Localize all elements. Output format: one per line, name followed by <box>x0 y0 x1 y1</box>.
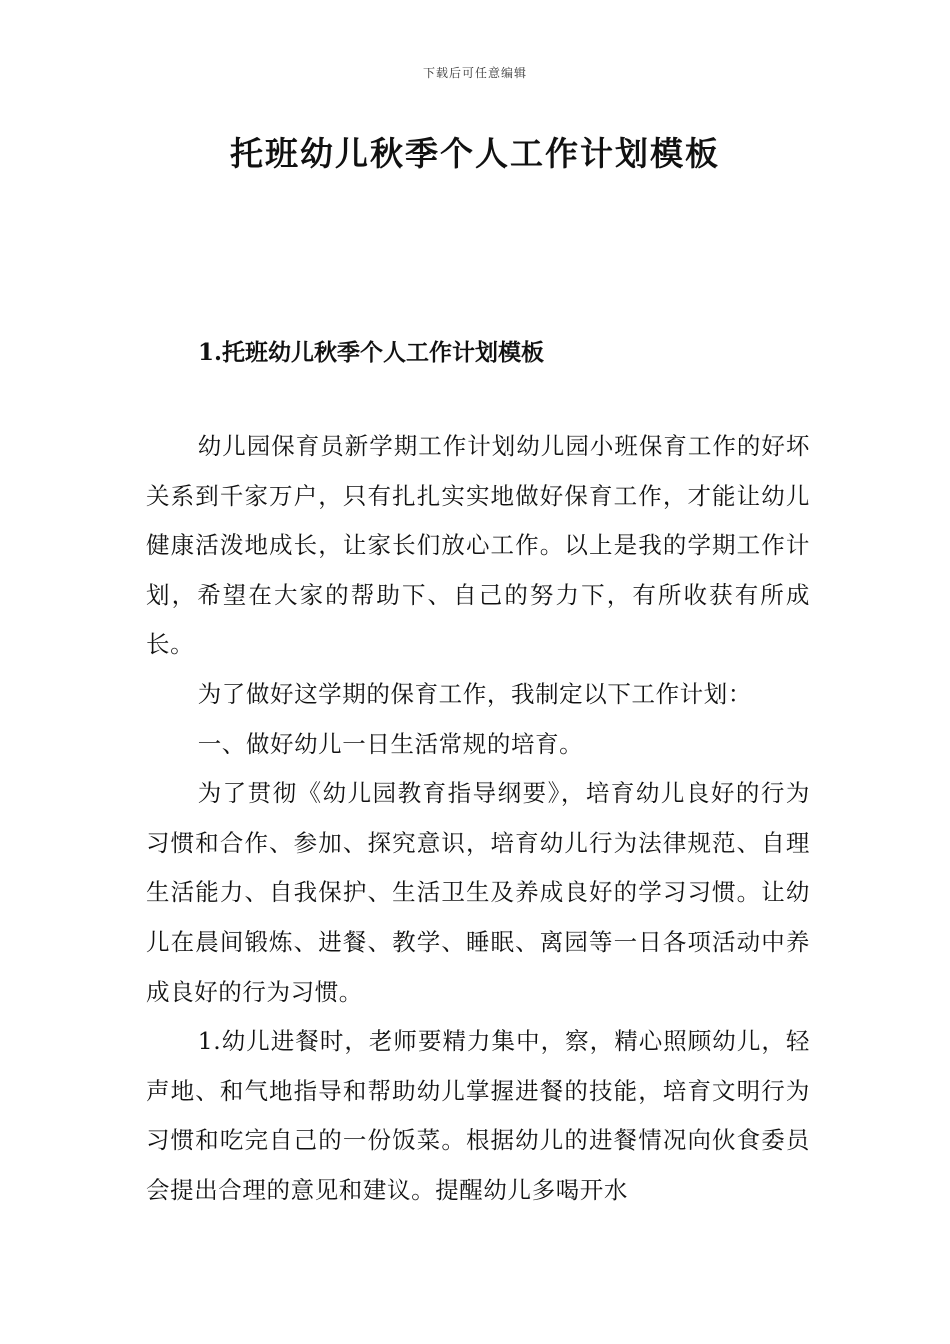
paragraph-section-one: 一、做好幼儿一日生活常规的培育。 <box>197 729 584 758</box>
document-title: 托班幼儿秋季个人工作计划模板 <box>230 134 720 173</box>
section-heading: 1.托班幼儿秋季个人工作计划模板 <box>198 339 545 366</box>
paragraph-intro: 幼儿园保育员新学期工作计划幼儿园小班保育工作的好坏关系到千家万户，只有扎扎实实地做好保育工作，才能让幼儿健康活泼地成长，让家长们放心工作。以上是我的学期工作计划，希望在大家的帮助下、自己的努力下，有所收获有所成长。 <box>146 432 810 659</box>
body-text <box>146 422 810 1216</box>
header-note: 下载后可任意编辑 <box>422 66 527 80</box>
paragraph-guidelines: 为了贯彻《幼儿园教育指导纲要》，培育幼儿良好的行为习惯和合作、参加、探究意识，培育幼儿行为法律规范、自理生活能力、自我保护、生活卫生及养成良好的学习习惯。让幼儿在晨间锻炼、进餐、教学、睡眠、离园等一日各项活动中养成良好的行为习惯。 <box>146 779 810 1006</box>
paragraph-plan-intro: 为了做好这学期的保育工作，我制定以下工作计划： <box>197 679 752 708</box>
paragraph-meals: 1.幼儿进餐时，老师要精力集中，察，精心照顾幼儿，轻声地、和气地指导和帮助幼儿掌握进餐的技能，培育文明行为习惯和吃完自己的一份饭菜。根据幼儿的进餐情况向伙食委员会提出合理的意见和建议。提醒幼儿多喝开水 <box>146 1027 810 1204</box>
